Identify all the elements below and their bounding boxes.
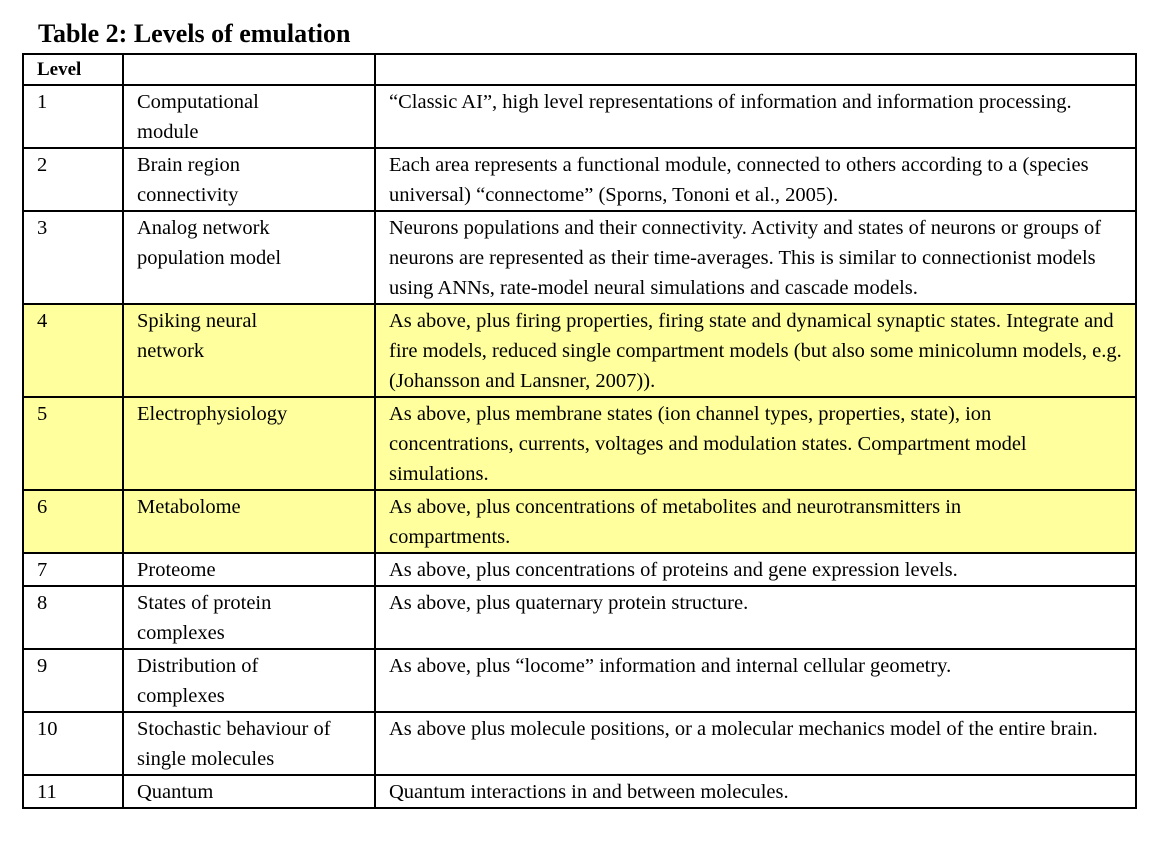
description-cell: As above, plus concentrations of proteins and gene expression levels. [375,553,1136,586]
header-level: Level [23,54,123,85]
table-row [23,397,1136,490]
description-cell: As above plus molecule positions, or a molecular mechanics model of the entire brain. [375,712,1136,775]
level-cell: 5 [23,397,123,490]
header-description [375,54,1136,85]
description-cell: Each area represents a functional module, connected to others according to a (species universal) “connectome” (Sporns, Tononi et al., 2005). [375,148,1136,211]
table-row [23,148,1136,211]
name-cell: Electrophysiology [123,397,375,490]
level-cell: 9 [23,649,123,712]
description-cell: “Classic AI”, high level representations of information and information processing. [375,85,1136,148]
name-cell: Computational module [123,85,375,148]
description-cell: As above, plus “locome” information and internal cellular geometry. [375,649,1136,712]
name-cell: Metabolome [123,490,375,553]
name-cell: Analog network population model [123,211,375,304]
level-cell: 7 [23,553,123,586]
name-cell: Proteome [123,553,375,586]
level-cell: 10 [23,712,123,775]
table-row [23,712,1136,775]
table-row [23,211,1136,304]
description-cell: As above, plus quaternary protein structure. [375,586,1136,649]
header-name [123,54,375,85]
description-cell: Neurons populations and their connectivity. Activity and states of neurons or groups of neurons are represented as their time-averages. This is similar to connectionist models using ANNs, rate-model neural simulations and cascade models. [375,211,1136,304]
header-row [23,54,1136,85]
table-row [23,775,1136,808]
level-cell: 1 [23,85,123,148]
table-row [23,553,1136,586]
level-cell: 11 [23,775,123,808]
name-cell: Brain region connectivity [123,148,375,211]
table-row [23,649,1136,712]
description-cell: As above, plus firing properties, firing state and dynamical synaptic states. Integrate and fire models, reduced single compartment models (but also some minicolumn models, e.g. (Johansson and Lansner, 2007)). [375,304,1136,397]
level-cell: 3 [23,211,123,304]
description-cell: As above, plus membrane states (ion channel types, properties, state), ion concentrations, currents, voltages and modulation states. Compartment model simulations. [375,397,1136,490]
level-cell: 4 [23,304,123,397]
level-cell: 6 [23,490,123,553]
name-cell: Spiking neural network [123,304,375,397]
description-cell: Quantum interactions in and between molecules. [375,775,1136,808]
table-row [23,85,1136,148]
levels-table [22,53,1137,809]
level-cell: 8 [23,586,123,649]
table-row [23,586,1136,649]
name-cell: States of protein complexes [123,586,375,649]
level-cell: 2 [23,148,123,211]
name-cell: Quantum [123,775,375,808]
description-cell: As above, plus concentrations of metabolites and neurotransmitters in compartments. [375,490,1136,553]
table-title: Table 2: Levels of emulation [38,19,351,48]
name-cell: Distribution of complexes [123,649,375,712]
table-row [23,490,1136,553]
name-cell: Stochastic behaviour of single molecules [123,712,375,775]
table-row [23,304,1136,397]
